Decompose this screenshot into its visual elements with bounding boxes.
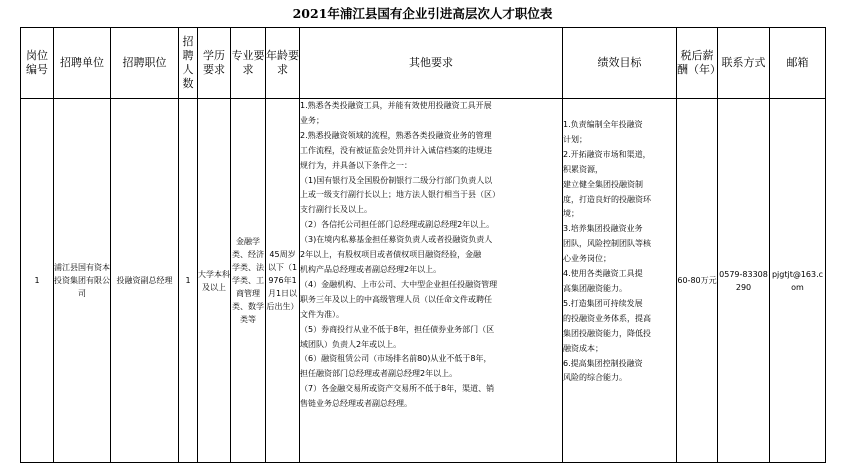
performance-line: 5.打造集团可持续发展 bbox=[563, 298, 643, 308]
cell-major: 金融学类、经济学类、法学类、工商管理类、数学类等 bbox=[231, 99, 266, 463]
other-line: 上或一级支行副行长以上；地方法人银行相当于县（区） bbox=[300, 190, 500, 200]
performance-line: 心业务岗位； bbox=[563, 254, 611, 264]
header-education: 学历要求 bbox=[198, 28, 231, 99]
header-salary: 税后薪酬（年） bbox=[677, 28, 718, 99]
other-line: 2年以上，有股权项目或者债权项目融资经验，金融 bbox=[300, 250, 482, 260]
performance-line: 风险的综合能力。 bbox=[563, 373, 627, 383]
other-line: 支行副行长及以上。 bbox=[300, 205, 372, 215]
other-line: 规行为，并具备以下条件之一： bbox=[300, 160, 412, 170]
table-row bbox=[21, 99, 826, 463]
header-major: 专业要求 bbox=[231, 28, 266, 99]
other-line: 工作流程，没有被证监会处罚并计入诚信档案的违规违 bbox=[300, 145, 492, 155]
performance-line: 2.开拓融资市场和渠道， bbox=[563, 149, 651, 159]
position-table bbox=[20, 27, 826, 463]
other-line: 文件为准）。 bbox=[300, 309, 344, 319]
header-other: 其他要求 bbox=[300, 28, 563, 99]
performance-line: 高集团融资能力。 bbox=[563, 283, 627, 293]
header-count: 招聘人数 bbox=[179, 28, 198, 99]
other-line: （2）各信托公司担任部门总经理或副总经理2年以上。 bbox=[300, 220, 495, 230]
cell-email: pjgtjt@163.com bbox=[770, 99, 826, 463]
header-unit: 招聘单位 bbox=[54, 28, 111, 99]
header-position: 招聘职位 bbox=[111, 28, 179, 99]
header-performance: 绩效目标 bbox=[563, 28, 677, 99]
performance-line: 度，打造良好的投融资环 bbox=[563, 194, 651, 204]
cell-post-no: 1 bbox=[21, 99, 54, 463]
other-line: （5）券商投行从业不低于8年，担任债券业务部门（区 bbox=[300, 324, 495, 334]
performance-line: 4.使用各类融资工具提 bbox=[563, 269, 643, 279]
header-row bbox=[21, 28, 826, 99]
header-age: 年龄要求 bbox=[266, 28, 300, 99]
document-title: 2021年浦江县国有企业引进高层次人才职位表 bbox=[292, 6, 553, 21]
performance-line: 建立健全集团投融资制 bbox=[563, 179, 643, 189]
performance-line: 6.提高集团控制投融资 bbox=[563, 358, 643, 368]
performance-line: 计划； bbox=[563, 134, 587, 144]
other-line: 2.熟悉投融资领域的流程，熟悉各类投融资业务的管理 bbox=[300, 130, 492, 140]
other-line: 职务三年及以上的中高级管理人员（以任命文件或聘任 bbox=[300, 294, 492, 304]
other-line: 售链业务总经理或者副总经理。 bbox=[300, 399, 412, 409]
other-line: （7）各金融交易所或资产交易所不低于8年，渠道、销 bbox=[300, 384, 495, 394]
other-line: （6）融资租赁公司（市场排名前80)从业不低于8年， bbox=[300, 354, 492, 364]
header-post-no: 岗位编号 bbox=[21, 28, 54, 99]
cell-position: 投融资副总经理 bbox=[111, 99, 179, 463]
performance-line: 3.培养集团投融资业务 bbox=[563, 224, 643, 234]
other-line: 担任融资部门总经理或者副总经理2年以上。 bbox=[300, 369, 458, 379]
performance-line: 团队，风险控制团队等核 bbox=[563, 239, 651, 249]
cell-other-requirements bbox=[300, 99, 563, 463]
other-line: 域团队）负责人2年或以上。 bbox=[300, 339, 402, 349]
other-line: 业务； bbox=[300, 115, 324, 125]
other-line: （1)国有银行及全国股份制银行二级分行部门负责人以 bbox=[300, 175, 493, 185]
cell-contact: 0579-83308290 bbox=[718, 99, 770, 463]
cell-count: 1 bbox=[179, 99, 198, 463]
performance-line: 的投融资业务体系，提高 bbox=[563, 313, 651, 323]
performance-line: 积累资源， bbox=[563, 164, 603, 174]
performance-line: 1.负责编制全年投融资 bbox=[563, 120, 643, 129]
other-line: 1.熟悉各类投融资工具，并能有效使用投融资工具开展 bbox=[300, 101, 492, 110]
header-contact: 联系方式 bbox=[718, 28, 770, 99]
cell-performance-goals bbox=[563, 99, 677, 463]
header-email: 邮箱 bbox=[770, 28, 826, 99]
cell-education: 大学本科及以上 bbox=[198, 99, 231, 463]
other-line: （4）金融机构、上市公司、大中型企业担任投融资管理 bbox=[300, 279, 498, 289]
cell-salary: 60-80万元 bbox=[677, 99, 718, 463]
performance-line: 境； bbox=[563, 209, 579, 219]
other-line: 机构产品总经理或者副总经理2年以上。 bbox=[300, 264, 442, 274]
performance-line: 融资成本； bbox=[563, 343, 603, 353]
cell-unit: 浦江县国有资本投资集团有限公司 bbox=[54, 99, 111, 463]
cell-age: 45周岁以下（1976年1月1日以后出生） bbox=[266, 99, 300, 463]
performance-line: 集团投融资能力，降低投 bbox=[563, 328, 651, 338]
other-line: （3)在境内私募基金担任募资负责人或者投融资负责人 bbox=[300, 235, 493, 245]
